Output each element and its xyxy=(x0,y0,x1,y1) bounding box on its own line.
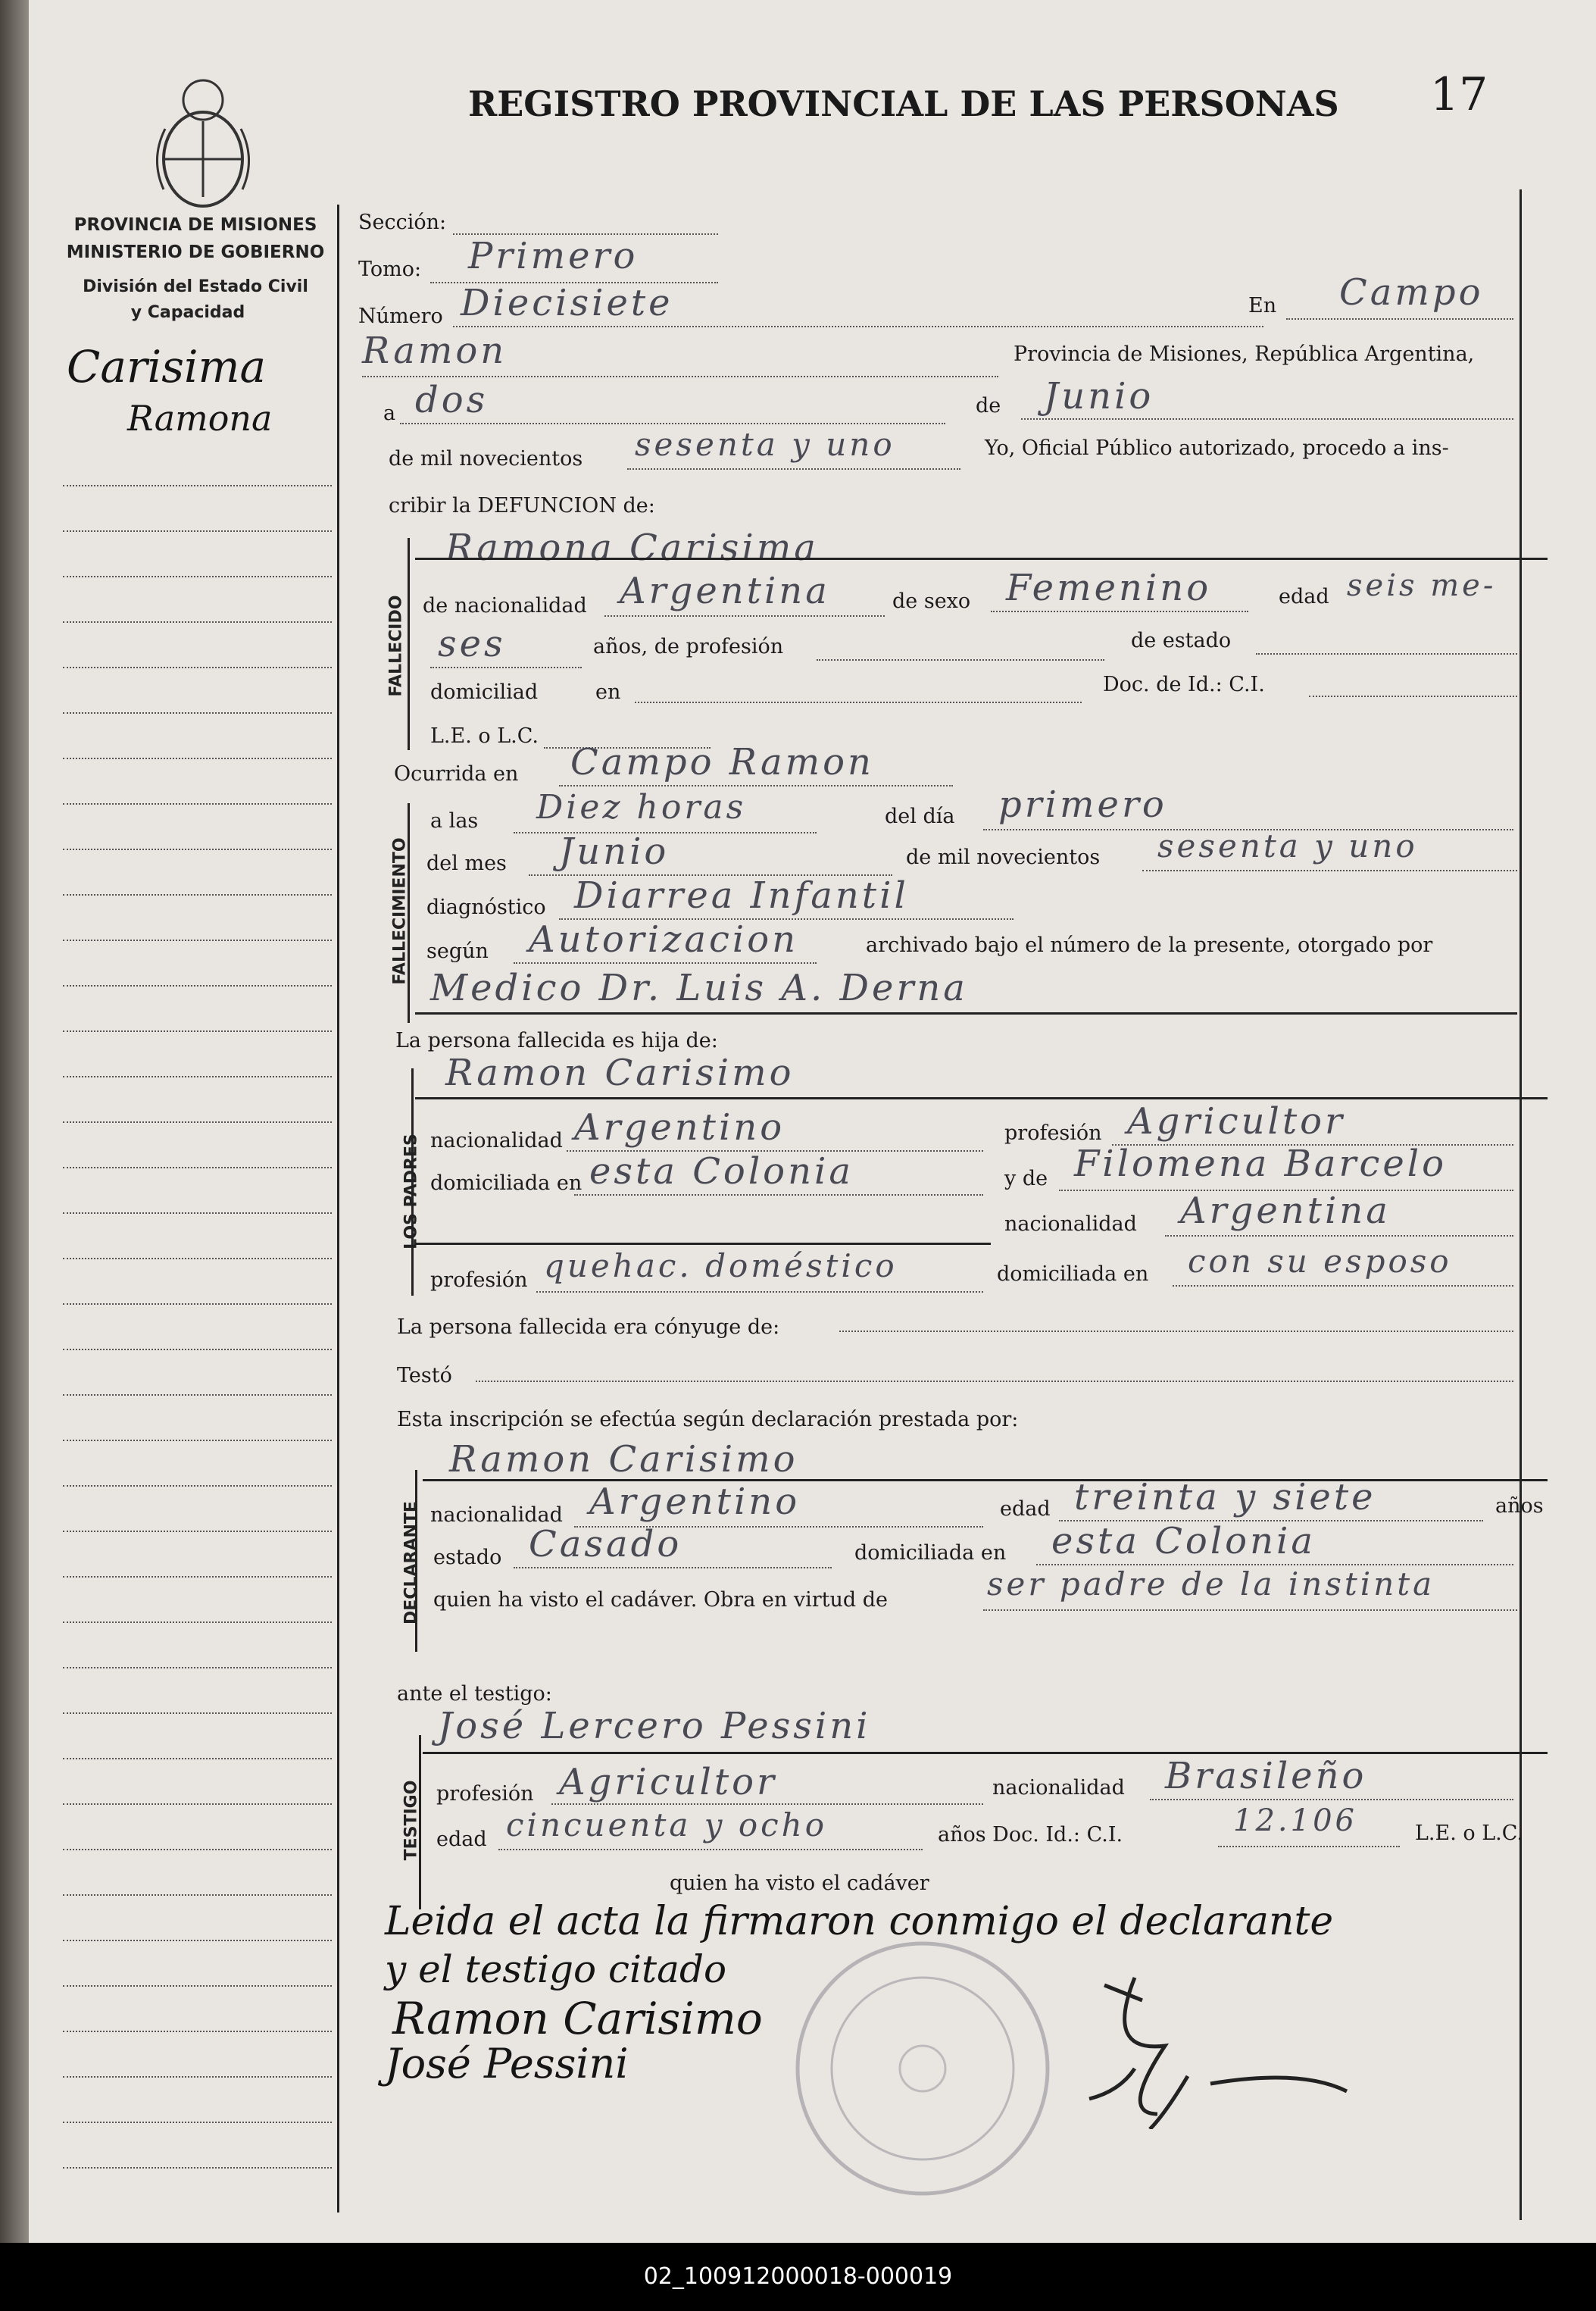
nombre-line xyxy=(415,558,1548,560)
anio-fall-value: sesenta y uno xyxy=(1157,827,1418,865)
ocurrida-line xyxy=(559,785,953,786)
prof-line xyxy=(817,659,1104,661)
declarant-signature: Ramon Carisimo xyxy=(392,1993,763,2044)
anio-line xyxy=(627,468,960,470)
nac-test-label: nacionalidad xyxy=(992,1776,1125,1800)
tomo-value: Primero xyxy=(468,235,639,277)
ocurrida-value: Campo Ramon xyxy=(570,741,874,783)
sexo-value: Femenino xyxy=(1006,567,1212,609)
conyuge-line xyxy=(839,1331,1513,1332)
decl-nac-value: Argentino xyxy=(589,1481,801,1523)
testigo-section-label: TESTIGO xyxy=(401,1780,421,1861)
lugar-value: Ramon xyxy=(362,330,508,372)
padre-value: Ramon Carisimo xyxy=(445,1052,795,1094)
a-label: a xyxy=(383,402,396,425)
segun-label: según xyxy=(426,940,489,963)
ocurrida-label: Ocurrida en xyxy=(394,762,519,786)
de-label: de xyxy=(976,394,1001,417)
test-nac-line xyxy=(1150,1799,1513,1800)
witness-signature: José Pessini xyxy=(385,2040,629,2087)
right-border xyxy=(1519,189,1522,2220)
en-line xyxy=(1286,318,1513,320)
test-nac-value: Brasileño xyxy=(1165,1755,1367,1797)
mes-value: Junio xyxy=(1044,375,1154,417)
quien-visto-label: quien ha visto el cadáver. Obra en virtud de xyxy=(433,1588,889,1612)
anos-prof-label: años, de profesión xyxy=(593,635,784,658)
y-de-label: y de xyxy=(1004,1167,1048,1190)
numero-value: Diecisiete xyxy=(461,282,673,324)
padres-section-label: LOS PADRES xyxy=(401,1134,421,1249)
coat-of-arms-icon xyxy=(142,76,264,212)
profesion-label: profesión xyxy=(1004,1121,1102,1145)
mes-line xyxy=(1021,418,1513,420)
dia-fall-value: primero xyxy=(998,783,1167,826)
anio-fall-line xyxy=(1142,870,1517,871)
en-value: Campo xyxy=(1339,271,1484,314)
madre-prof-line xyxy=(536,1291,983,1293)
profesion2-label: profesión xyxy=(430,1268,528,1292)
edad2-value: ses xyxy=(438,623,506,665)
closing-line-2: y el testigo citado xyxy=(385,1947,727,1991)
edad1-value: seis me- xyxy=(1347,568,1497,603)
margin-given-name: Ramona xyxy=(127,398,273,439)
decl-estado-value: Casado xyxy=(529,1523,682,1565)
edad2-line xyxy=(430,667,582,668)
decl-nombre-value: Ramon Carisimo xyxy=(449,1438,798,1481)
domiciliad-label: domiciliad xyxy=(430,680,539,704)
dia-line xyxy=(400,423,945,424)
lugar-line xyxy=(362,376,998,377)
test-prof-line xyxy=(551,1803,983,1805)
nacionalidad-label: nacionalidad xyxy=(430,1129,563,1152)
medico-line xyxy=(415,1012,1517,1015)
padre-dom-line xyxy=(574,1194,983,1196)
hora-value: Diez horas xyxy=(536,788,747,827)
del-dia-label: del día xyxy=(885,805,955,828)
madre-value: Filomena Barcelo xyxy=(1074,1143,1447,1185)
official-signature xyxy=(1074,1962,1377,2129)
nacionalidad2-label: nacionalidad xyxy=(1004,1212,1137,1236)
hija-label: La persona fallecida es hija de: xyxy=(395,1029,718,1052)
diagnostico-value: Diarrea Infantil xyxy=(574,874,909,917)
nombre-value: Ramona Carisima xyxy=(445,527,819,569)
de-sexo-label: de sexo xyxy=(892,589,971,613)
madre-nac-value: Argentina xyxy=(1180,1190,1391,1232)
segun-line xyxy=(514,962,817,964)
le-lc2-label: L.E. o L.C. xyxy=(1415,1822,1524,1845)
doc-line xyxy=(1309,696,1517,697)
inscripcion-label: Esta inscripción se efectúa según declaración prestada por: xyxy=(397,1408,1019,1431)
edad-decl-label: edad xyxy=(1000,1497,1051,1521)
edad-test-label: edad xyxy=(436,1828,487,1851)
test-ci-value: 12.106 xyxy=(1233,1803,1357,1838)
madre-dom-line xyxy=(1173,1285,1513,1287)
edad-label: edad xyxy=(1279,585,1329,608)
anos-doc-label: años Doc. Id.: C.I. xyxy=(938,1823,1123,1847)
certificate-page xyxy=(29,0,1596,2243)
yo-label: Yo, Oficial Público autorizado, procedo a ins- xyxy=(985,436,1449,460)
division-line: División del Estado Civil xyxy=(83,277,308,296)
dom-line xyxy=(635,702,1082,703)
nac-decl-label: nacionalidad xyxy=(430,1503,563,1527)
cribir-label: cribir la DEFUNCION de: xyxy=(389,494,655,518)
madre-dom-value: con su esposo xyxy=(1188,1243,1452,1280)
estado-line xyxy=(1256,653,1517,655)
estado-label: estado xyxy=(433,1546,502,1569)
diagnostico-label: diagnóstico xyxy=(426,896,546,919)
a-las-label: a las xyxy=(430,809,479,833)
capacity-line: y Capacidad xyxy=(130,303,245,322)
left-margin-border xyxy=(337,205,339,2212)
page-number: 17 xyxy=(1430,68,1488,121)
de-estado-label: de estado xyxy=(1131,629,1232,652)
numero-line xyxy=(453,326,1263,327)
test-nombre-line xyxy=(423,1752,1548,1754)
en2-label: en xyxy=(595,680,621,704)
quien-visto2-label: quien ha visto el cadáver xyxy=(670,1872,929,1895)
padres-divider xyxy=(415,1243,991,1245)
testo-label: Testó xyxy=(397,1364,452,1387)
nac-line xyxy=(604,615,885,617)
province-line: PROVINCIA DE MISIONES xyxy=(73,215,317,235)
sexo-line xyxy=(991,611,1248,612)
conyuge-label: La persona fallecida era cónyuge de: xyxy=(397,1315,780,1339)
padre-line xyxy=(415,1097,1548,1099)
anos-label: años xyxy=(1495,1494,1544,1518)
padre-nac-value: Argentino xyxy=(574,1106,786,1149)
seccion-label: Sección: xyxy=(358,211,447,234)
margin-surname: Carisima xyxy=(67,341,267,392)
mes-fall-value: Junio xyxy=(559,830,670,873)
fallecimiento-section-label: FALLECIMIENTO xyxy=(390,837,410,985)
footer-image-code: 02_100912000018-000019 xyxy=(0,2243,1596,2311)
testo-line xyxy=(476,1381,1513,1382)
en-label: En xyxy=(1248,294,1277,317)
page-title: REGISTRO PROVINCIAL DE LAS PERSONAS xyxy=(468,83,1339,124)
decl-edad-value: treinta y siete xyxy=(1074,1476,1376,1518)
dia-value: dos xyxy=(415,379,489,421)
de-mil2-label: de mil novecientos xyxy=(906,846,1101,869)
segun-value: Autorizacion xyxy=(529,918,799,961)
test-ci-line xyxy=(1218,1846,1400,1847)
archivado-label: archivado bajo el número de la presente, otorgado por xyxy=(866,933,1433,957)
de-nac-label: de nacionalidad xyxy=(423,594,587,618)
decl-dom-value: esta Colonia xyxy=(1051,1520,1316,1562)
fallecido-section-line xyxy=(408,538,410,750)
del-mes-label: del mes xyxy=(426,852,507,875)
le-lc-label: L.E. o L.C. xyxy=(430,724,539,748)
provincia-label: Provincia de Misiones, República Argentina, xyxy=(1014,342,1475,366)
doc-label: Doc. de Id.: C.I. xyxy=(1103,673,1265,696)
official-seal-stamp xyxy=(786,1932,1059,2205)
padre-dom-value: esta Colonia xyxy=(589,1150,854,1193)
domiciliada2-label: domiciliada en xyxy=(854,1541,1007,1565)
declarante-section-label: DECLARANTE xyxy=(401,1501,421,1625)
nacionalidad-value: Argentina xyxy=(620,570,830,612)
tomo-label: Tomo: xyxy=(358,258,422,281)
fallecido-section-label: FALLECIDO xyxy=(386,595,406,697)
anio-value: sesenta y uno xyxy=(635,426,895,463)
closing-line-1: Leida el acta la firmaron conmigo el declarante xyxy=(385,1899,1334,1944)
de-mil-label: de mil novecientos xyxy=(389,447,583,471)
padre-prof-value: Agricultor xyxy=(1127,1100,1345,1143)
numero-label: Número xyxy=(358,305,443,328)
domiciliada-en-label: domiciliada en xyxy=(430,1171,582,1195)
ministry-line: MINISTERIO DE GOBIERNO xyxy=(66,242,325,262)
decl-estado-line xyxy=(514,1567,832,1568)
decl-virtud-line xyxy=(983,1609,1517,1611)
domiciliada-en2-label: domiciliada en xyxy=(997,1262,1149,1286)
medico-value: Medico Dr. Luis A. Derna xyxy=(430,967,968,1009)
test-edad-value: cincuenta y ocho xyxy=(506,1806,827,1843)
decl-virtud-value: ser padre de la instinta xyxy=(987,1565,1435,1603)
ante-label: ante el testigo: xyxy=(397,1682,552,1706)
madre-prof-value: quehac. doméstico xyxy=(544,1247,898,1284)
test-nombre-value: José Lercero Pessini xyxy=(438,1705,871,1747)
madre-nac-line xyxy=(1165,1235,1513,1237)
test-prof-value: Agricultor xyxy=(559,1761,777,1803)
prof-test-label: profesión xyxy=(436,1782,534,1806)
test-edad-line xyxy=(498,1849,923,1850)
